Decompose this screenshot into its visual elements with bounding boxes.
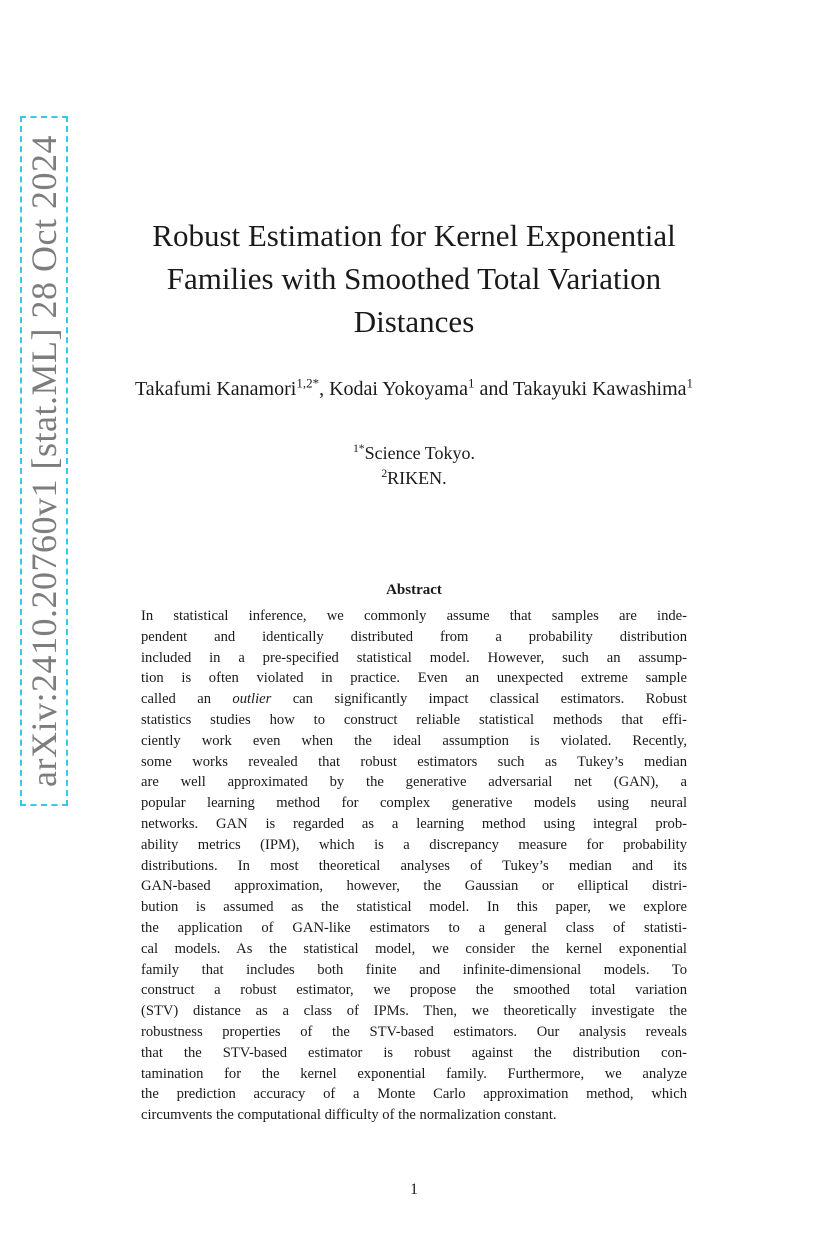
author-affiliation-mark: 1 [467,375,475,391]
author-name: Takafumi Kanamori [134,378,297,400]
abstract-line: (STV) distance as a class of IPMs. Then, we theoretically investigate the [141,1003,687,1020]
affiliation-list [230,441,598,491]
affiliation-mark: 1* [352,442,365,455]
abstract-line: statistics studies how to construct reliable statistical methods that effi- [141,711,687,728]
abstract-line: ability metrics (IPM), which is a discrepancy measure for probability [141,836,687,853]
abstract-line: included in a pre-specified statistical model. However, such an assump- [141,649,687,666]
paper-title: Robust Estimation for Kernel Exponential Families with Smoothed Total Variation Distances [152,218,676,339]
author-separator: and [474,378,513,400]
affiliation-name: Science Tokyo. [364,443,476,463]
abstract-line: networks. GAN is regarded as a learning method using integral prob- [141,815,687,832]
abstract-line: that the STV-based estimator is robust against the distribution con- [141,1044,687,1061]
abstract-line: circumvents the computational difficulty of the normalization constant. [141,1107,557,1124]
affiliation-line [230,466,598,491]
author-name: Kodai Yokoyama [329,378,468,400]
emphasized-term: outlier [232,691,272,708]
abstract-line: construct a robust estimator, we propose the smoothed total variation [141,982,687,999]
author-list [130,374,698,404]
abstract-line: the prediction accuracy of a Monte Carlo approximation method, which [141,1086,687,1103]
abstract-line: tion is often violated in practice. Even an unexpected extreme sample [141,670,687,687]
abstract-line: cal models. As the statistical model, we consider the kernel exponential [141,940,687,957]
abstract-line: are well approximated by the generative adversarial net (GAN), a [141,774,687,791]
affiliation-name: RIKEN. [387,468,447,488]
abstract-line: family that includes both finite and infinite-dimensional models. To [141,961,687,978]
abstract-heading: Abstract [386,582,442,598]
abstract-line: pendent and identically distributed from a probability distribution [141,628,687,645]
author-name: Takayuki Kawashima [512,378,687,400]
abstract-line: some works revealed that robust estimators such as Tukey’s median [141,753,687,770]
abstract-line: the application of GAN-like estimators to a general class of statisti- [141,919,687,936]
arxiv-identifier-text: arXiv:2410.20760v1 [stat.ML] 28 Oct 2024 [24,135,65,787]
abstract-line: tamination for the kernel exponential family. Furthermore, we analyze [141,1065,687,1082]
arxiv-identifier-stamp [20,116,68,806]
abstract-line: GAN-based approximation, however, the Gaussian or elliptical distri- [141,878,687,895]
abstract-line: bution is assumed as the statistical model. In this paper, we explore [141,899,687,916]
abstract-line: robustness properties of the STV-based estimators. Our analysis reveals [141,1023,687,1040]
abstract-line: ciently work even when the ideal assumption is violated. Recently, [141,732,687,749]
abstract-line: called an outlier can significantly impact classical estimators. Robust [141,691,687,708]
page-number: 1 [410,1181,418,1198]
abstract-line: distributions. In most theoretical analyses of Tukey’s median and its [141,857,687,874]
author-separator: , [319,378,330,400]
abstract-line: popular learning method for complex generative models using neural [141,795,687,812]
affiliation-mark: 2 [381,467,388,480]
abstract-line: In statistical inference, we commonly assume that samples are inde- [141,608,687,624]
abstract-body [141,606,687,1126]
author-affiliation-mark: 1 [686,375,694,391]
affiliation-line [230,441,598,466]
author-affiliation-mark: 1,2* [296,375,320,391]
